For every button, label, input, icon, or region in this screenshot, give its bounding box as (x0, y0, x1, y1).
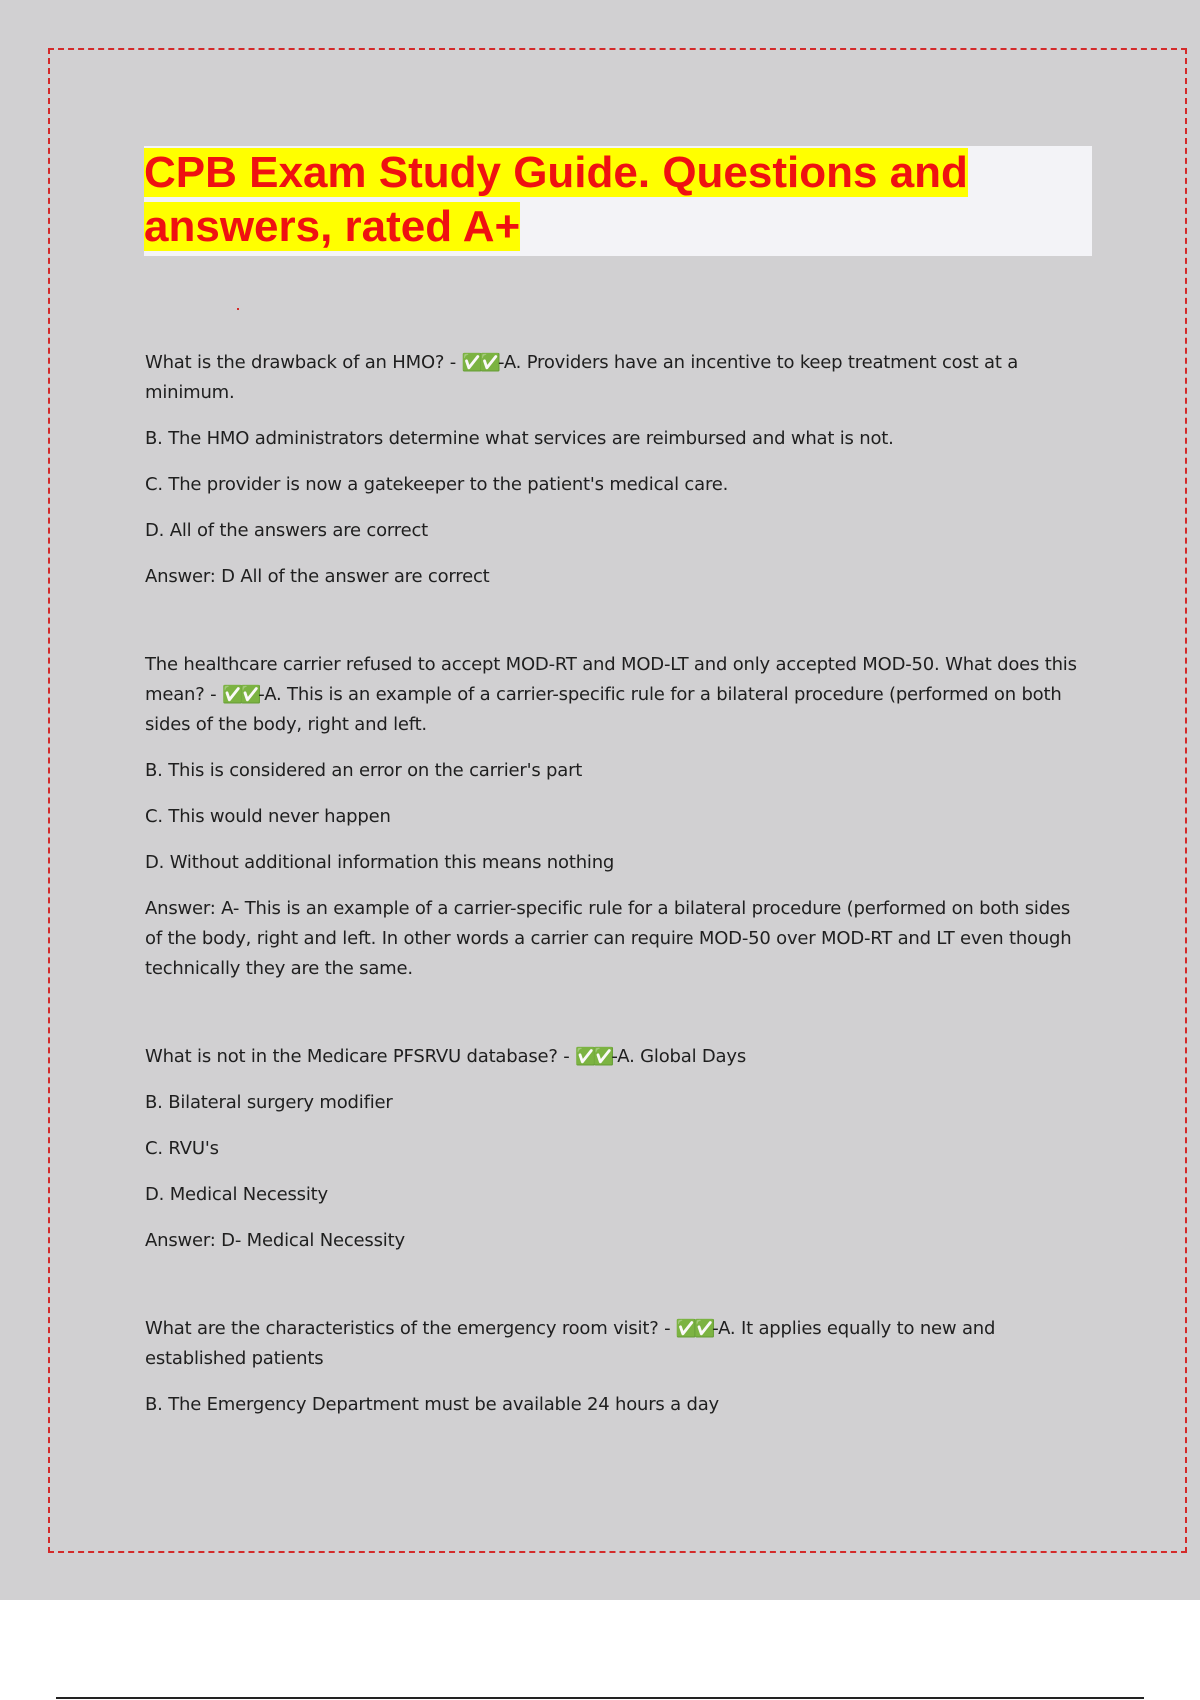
double-check-icon: ✅✅ (461, 353, 498, 373)
option-c: C. The provider is now a gatekeeper to the patient's medical care. (145, 474, 729, 495)
option-c: C. RVU's (145, 1138, 219, 1159)
qa-item (145, 1314, 1085, 1420)
qa-item (145, 348, 1085, 592)
option-d: D. Without additional information this means nothing (145, 852, 615, 873)
document-title (144, 146, 1064, 254)
double-check-icon: ✅✅ (675, 1319, 713, 1339)
qa-item (145, 1042, 1085, 1256)
option-c: C. This would never happen (145, 806, 391, 827)
title-line-2: answers, rated A+ (144, 202, 521, 251)
double-check-icon: ✅✅ (221, 685, 259, 705)
question-text: What are the characteristics of the emergency room visit? - ✅✅-A. It applies equally to new and established patients (145, 1318, 996, 1369)
question-text: What is the drawback of an HMO? - ✅✅-A. Providers have an incentive to keep treatment cost at a minimum. (145, 352, 1019, 403)
answer-text: Answer: A- This is an example of a carrier-specific rule for a bilateral procedure (performed on both sides of the body, right and left. In other words a carrier can require MOD-50 over MOD-RT and LT even though technically they are the same. (145, 898, 1072, 979)
option-b: B. Bilateral surgery modifier (145, 1092, 393, 1113)
double-check-icon: ✅✅ (575, 1047, 612, 1067)
option-b: B. This is considered an error on the carrier's part (145, 760, 583, 781)
option-d: D. All of the answers are correct (145, 520, 429, 541)
option-b: B. The Emergency Department must be available 24 hours a day (145, 1394, 719, 1415)
title-line-1: CPB Exam Study Guide. Questions and (144, 148, 968, 197)
qa-content (145, 348, 1085, 1420)
footer-rule (56, 1697, 1144, 1699)
question-text: What is not in the Medicare PFSRVU database? - ✅✅-A. Global Days (145, 1046, 747, 1067)
stray-mark (237, 308, 239, 310)
qa-item (145, 650, 1085, 984)
answer-text: Answer: D All of the answer are correct (145, 566, 490, 587)
option-b: B. The HMO administrators determine what services are reimbursed and what is not. (145, 428, 894, 449)
question-text: The healthcare carrier refused to accept MOD-RT and MOD-LT and only accepted MOD-50. What does this mean? - ✅✅-A. This is an example of a carrier-specific rule for a bilateral procedure (performed on both sides of the body, right and left. (145, 654, 1077, 735)
option-d: D. Medical Necessity (145, 1184, 328, 1205)
answer-text: Answer: D- Medical Necessity (145, 1230, 405, 1251)
